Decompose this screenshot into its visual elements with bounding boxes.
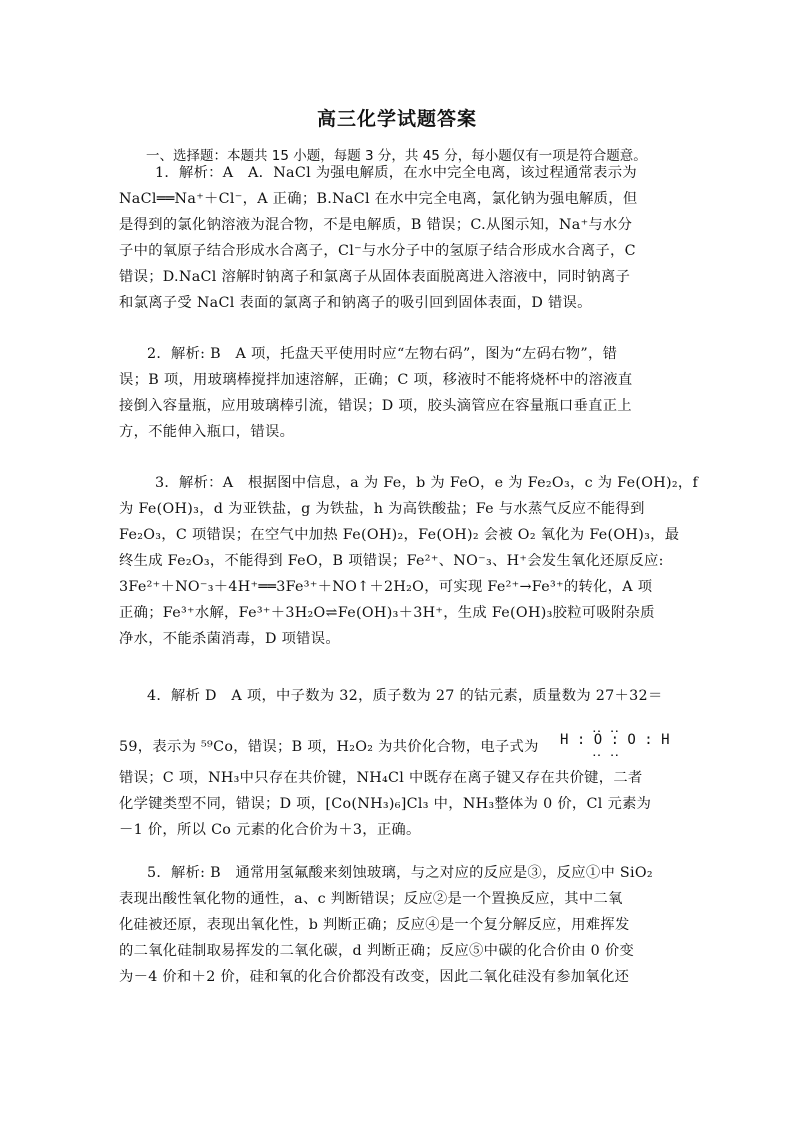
section-intro: 一、选择题：本题共 15 小题，每题 3 分，共 45 分，每小题仅有一项是符合题意。 — [146, 148, 647, 164]
text-line: 净水，不能杀菌消毒，D 项错误。 — [119, 631, 340, 647]
text-line: 化学键类型不同，错误；D 项，[Co(NH₃)₆]Cl₃ 中，NH₃整体为 0 价，Cl 元素为 — [119, 796, 652, 812]
text-line: 正确；Fe³⁺水解，Fe³⁺＋3H₂O⇌Fe(OH)₃＋3H⁺，生成 Fe(OH)₃胶粒可吸附杂质 — [119, 605, 655, 621]
text-line: 为 Fe(OH)₃，d 为亚铁盐，g 为铁盐，h 为高铁酸盐；Fe 与水蒸气反应不能得到 — [119, 501, 645, 517]
text-line: 59，表示为 ⁵⁹Co，错误；B 项，H₂O₂ 为共价化合物，电子式为 — [119, 739, 539, 755]
text-line: 为－4 价和＋2 价，硅和氧的化合价都没有改变，因此二氧化硅没有参加氧化还 — [119, 969, 630, 985]
text-line: 1．解析：A A．NaCl 为强电解质，在水中完全电离，该过程通常表示为 — [155, 165, 637, 181]
text-line: 接倒入容量瓶，应用玻璃棒引流，错误；D 项，胶头滴管应在容量瓶口垂直正上 — [119, 398, 632, 414]
text-line: 3Fe²⁺＋NO⁻₃＋4H⁺══3Fe³⁺＋NO↑＋2H₂O，可实现 Fe²⁺→Fe³⁺的转化，A 项 — [119, 579, 653, 595]
text-line: 错误；D.NaCl 溶解时钠离子和氯离子从固体表面脱离进入溶液中，同时钠离子 — [119, 269, 631, 285]
text-line: 2．解析: B A 项，托盘天平使用时应“左物右码”，图为“左码右物”，错 — [147, 346, 618, 362]
text-line: 是得到的氯化钠溶液为混合物，不是电解质，B 错误；C.从图示知，Na⁺与水分 — [119, 217, 633, 233]
text-line: 化硅被还原，表现出氧化性，b 判断正确；反应④是一个复分解反应，用难挥发 — [119, 917, 630, 933]
text-line: 5．解析: B 通常用氢氟酸来刻蚀玻璃，与之对应的反应是③，反应①中 SiO₂ — [147, 865, 653, 881]
text-line: 和氯离子受 NaCl 表面的氯离子和钠离子的吸引回到固体表面，D 错误。 — [119, 295, 592, 311]
text-line: NaCl══Na⁺＋Cl⁻，A 正确；B.NaCl 在水中完全电离，氯化钠为强电解质，但 — [119, 191, 638, 207]
electron-dots-top: ‥ ‥ — [592, 720, 620, 736]
electron-formula-main: H : O : O : H — [560, 732, 670, 748]
text-line: 方，不能伸入瓶口，错误。 — [119, 424, 295, 440]
text-line: Fe₂O₃，C 项错误；在空气中加热 Fe(OH)₂，Fe(OH)₂ 会被 O₂ 氧化为 Fe(OH)₃，最 — [119, 527, 680, 543]
text-line: 的二氧化硅制取易挥发的二氧化碳，d 判断正确；反应⑤中碳的化合价由 0 价变 — [119, 943, 635, 959]
text-line: 错误；C 项，NH₃中只存在共价键，NH₄Cl 中既存在离子键又存在共价键，二者 — [119, 770, 643, 786]
h2o2-electron-formula — [532, 720, 682, 760]
text-line: 表现出酸性氧化物的通性，a、c 判断错误；反应②是一个置换反应，其中二氧 — [119, 891, 623, 907]
text-line: 子中的氧原子结合形成水合离子，Cl⁻与水分子中的氢原子结合形成水合离子，C — [119, 243, 636, 259]
text-line: －1 价，所以 Co 元素的化合价为＋3，正确。 — [119, 822, 421, 838]
electron-dots-bottom: ‥ ‥ — [592, 744, 620, 760]
text-line: 终生成 Fe₂O₃，不能得到 FeO，B 项错误；Fe²⁺、NO⁻₃、H⁺会发生氧化还原反应: — [119, 553, 664, 569]
page-title: 高三化学试题答案 — [316, 108, 477, 130]
text-line: 3．解析：A 根据图中信息，a 为 Fe，b 为 FeO，e 为 Fe₂O₃，c 为 Fe(OH)₂，f — [155, 475, 699, 491]
text-line: 误；B 项，用玻璃棒搅拌加速溶解，正确；C 项，移液时不能将烧杯中的溶液直 — [119, 372, 633, 388]
text-line: 4．解析 D A 项，中子数为 32，质子数为 27 的钴元素，质量数为 27＋32＝ — [147, 688, 663, 704]
